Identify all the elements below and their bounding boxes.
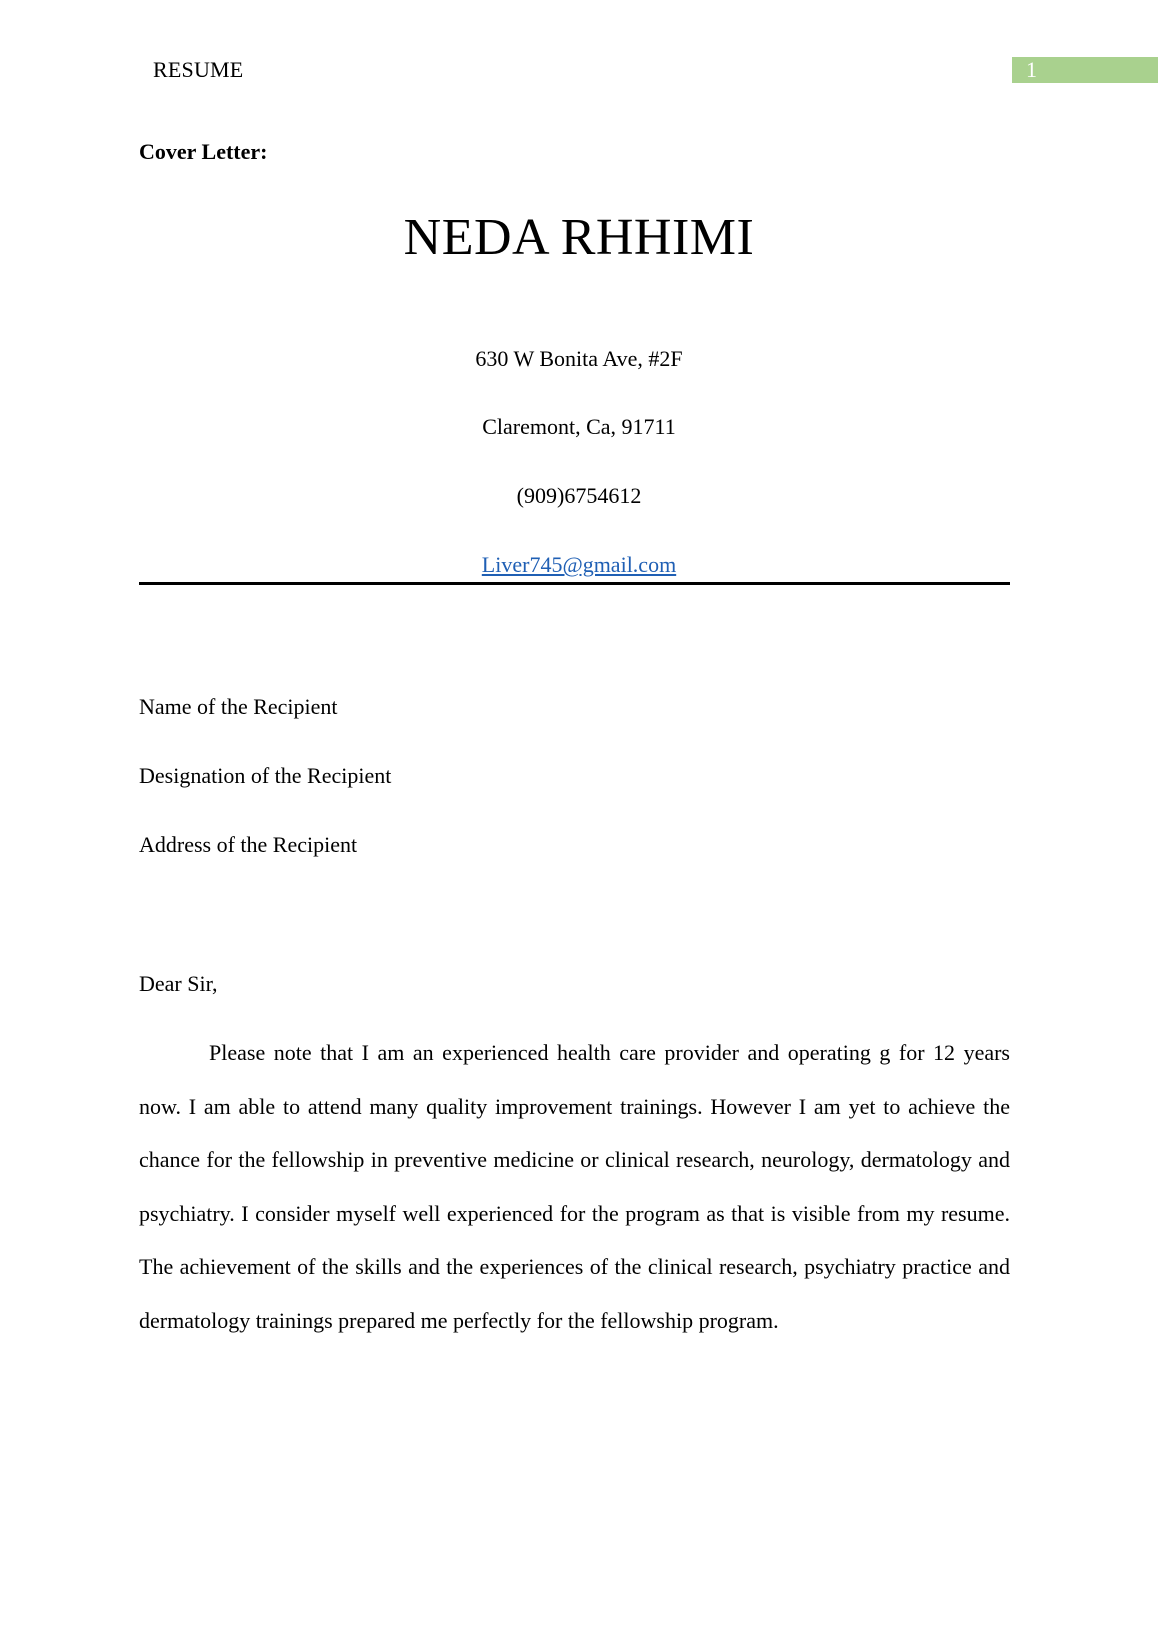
section-label: Cover Letter: bbox=[139, 139, 268, 164]
salutation: Dear Sir, bbox=[139, 971, 218, 996]
sender-phone: (909)6754612 bbox=[516, 483, 642, 508]
header-divider bbox=[139, 582, 1010, 585]
sender-address-line2: Claremont, Ca, 91711 bbox=[482, 414, 676, 439]
recipient-designation: Designation of the Recipient bbox=[139, 763, 392, 788]
recipient-address: Address of the Recipient bbox=[139, 832, 358, 857]
recipient-name: Name of the Recipient bbox=[139, 694, 338, 719]
sender-address-line1: 630 W Bonita Ave, #2F bbox=[475, 346, 683, 371]
sender-name: NEDA RHHIMI bbox=[403, 209, 755, 266]
sender-email-link[interactable]: Liver745@gmail.com bbox=[481, 552, 677, 577]
page-number: 1 bbox=[1026, 57, 1037, 82]
sender-email-row bbox=[0, 550, 1158, 580]
letter-body-paragraph: Please note that I am an experienced health care provider and operating g for 12 years now. I am able to attend many quality improvement trainings. However I am yet to achieve the chance for the fellowship in preventive medicine or clinical research, neurology, dermatology and psychiatry. I consider myself well experienced for the program as that is visible from my resume. The achievement of the skills and the experiences of the clinical research, psychiatry practice and dermatology trainings prepared me perfectly for the fellowship program. bbox=[139, 1040, 1010, 1333]
running-head: RESUME bbox=[153, 57, 244, 82]
